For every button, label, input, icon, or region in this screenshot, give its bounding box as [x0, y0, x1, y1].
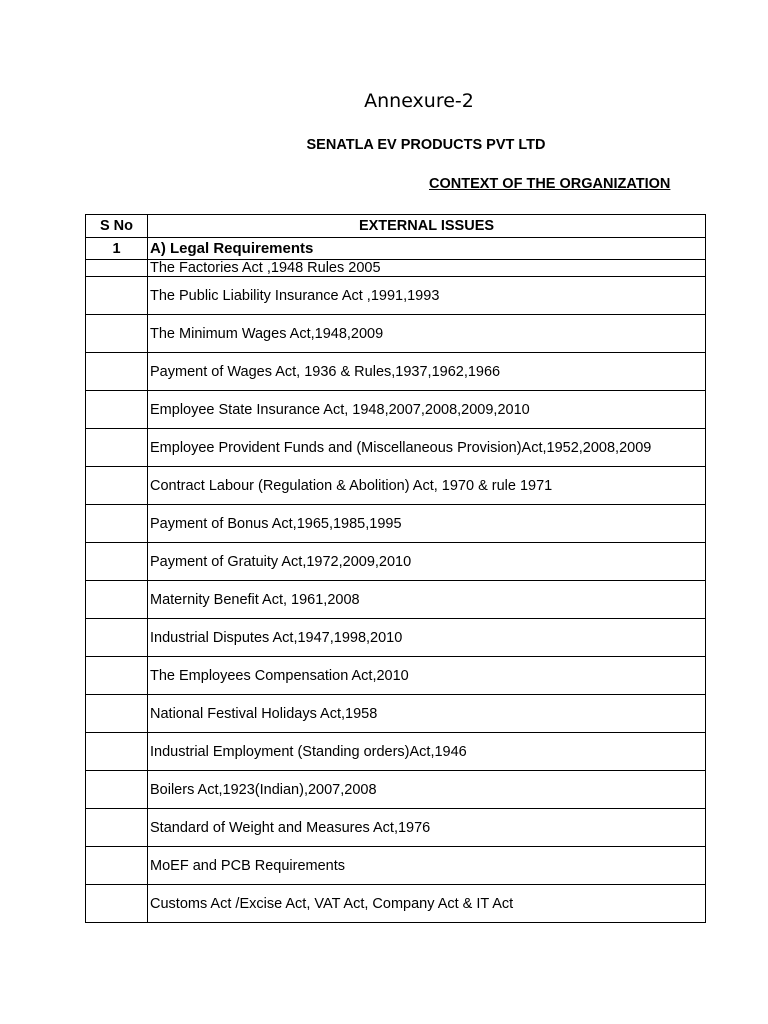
- sno-cell: [86, 315, 148, 353]
- sno-cell: [86, 391, 148, 429]
- context-heading: CONTEXT OF THE ORGANIZATION: [429, 176, 671, 192]
- external-issues-header: EXTERNAL ISSUES: [148, 215, 706, 238]
- table-header-row: [86, 215, 706, 238]
- sno-cell: [86, 733, 148, 771]
- table-row: [86, 315, 706, 353]
- sno-cell: [86, 695, 148, 733]
- sno-cell: [86, 847, 148, 885]
- sno-cell: [86, 619, 148, 657]
- issue-cell: Maternity Benefit Act, 1961,2008: [148, 581, 706, 619]
- sno-header: S No: [86, 215, 148, 238]
- sno-cell: [86, 885, 148, 923]
- sno-cell: [86, 657, 148, 695]
- issue-cell: Standard of Weight and Measures Act,1976: [148, 809, 706, 847]
- table-row: [86, 353, 706, 391]
- external-issues-table: [85, 214, 706, 923]
- issue-cell: Payment of Wages Act, 1936 & Rules,1937,1962,1966: [148, 353, 706, 391]
- issue-cell: The Public Liability Insurance Act ,1991,1993: [148, 277, 706, 315]
- issue-cell: The Factories Act ,1948 Rules 2005: [148, 260, 706, 277]
- section-title: A) Legal Requirements: [148, 238, 706, 260]
- table-row: [86, 847, 706, 885]
- table-row: [86, 809, 706, 847]
- annexure-title: Annexure-2: [364, 90, 474, 112]
- sno-cell: [86, 505, 148, 543]
- table-row: [86, 505, 706, 543]
- issue-cell: Boilers Act,1923(Indian),2007,2008: [148, 771, 706, 809]
- company-name: SENATLA EV PRODUCTS PVT LTD: [306, 137, 546, 153]
- issue-cell: Employee Provident Funds and (Miscellaneous Provision)Act,1952,2008,2009: [148, 429, 706, 467]
- table-row: [86, 619, 706, 657]
- table-row: [86, 733, 706, 771]
- issue-cell: Payment of Bonus Act,1965,1985,1995: [148, 505, 706, 543]
- issue-cell: National Festival Holidays Act,1958: [148, 695, 706, 733]
- sno-cell: [86, 353, 148, 391]
- issue-cell: Industrial Employment (Standing orders)Act,1946: [148, 733, 706, 771]
- issue-cell: Payment of Gratuity Act,1972,2009,2010: [148, 543, 706, 581]
- issue-cell: The Employees Compensation Act,2010: [148, 657, 706, 695]
- sno-cell: [86, 543, 148, 581]
- sno-cell: [86, 581, 148, 619]
- table-row: [86, 467, 706, 505]
- issue-cell: Employee State Insurance Act, 1948,2007,2008,2009,2010: [148, 391, 706, 429]
- sno-cell: [86, 277, 148, 315]
- table-row: [86, 657, 706, 695]
- sno-cell: [86, 260, 148, 277]
- table-row: [86, 771, 706, 809]
- issue-cell: Contract Labour (Regulation & Abolition) Act, 1970 & rule 1971: [148, 467, 706, 505]
- table-row: [86, 260, 706, 277]
- table-row: [86, 391, 706, 429]
- section-row: [86, 238, 706, 260]
- table-row: [86, 277, 706, 315]
- table-row: [86, 695, 706, 733]
- issue-cell: Customs Act /Excise Act, VAT Act, Company Act & IT Act: [148, 885, 706, 923]
- table-row: [86, 429, 706, 467]
- issue-cell: The Minimum Wages Act,1948,2009: [148, 315, 706, 353]
- sno-cell: [86, 809, 148, 847]
- table-row: [86, 885, 706, 923]
- sno-cell: [86, 467, 148, 505]
- section-number: 1: [86, 238, 148, 260]
- sno-cell: [86, 771, 148, 809]
- table-row: [86, 543, 706, 581]
- issue-cell: Industrial Disputes Act,1947,1998,2010: [148, 619, 706, 657]
- sno-cell: [86, 429, 148, 467]
- table-row: [86, 581, 706, 619]
- issue-cell: MoEF and PCB Requirements: [148, 847, 706, 885]
